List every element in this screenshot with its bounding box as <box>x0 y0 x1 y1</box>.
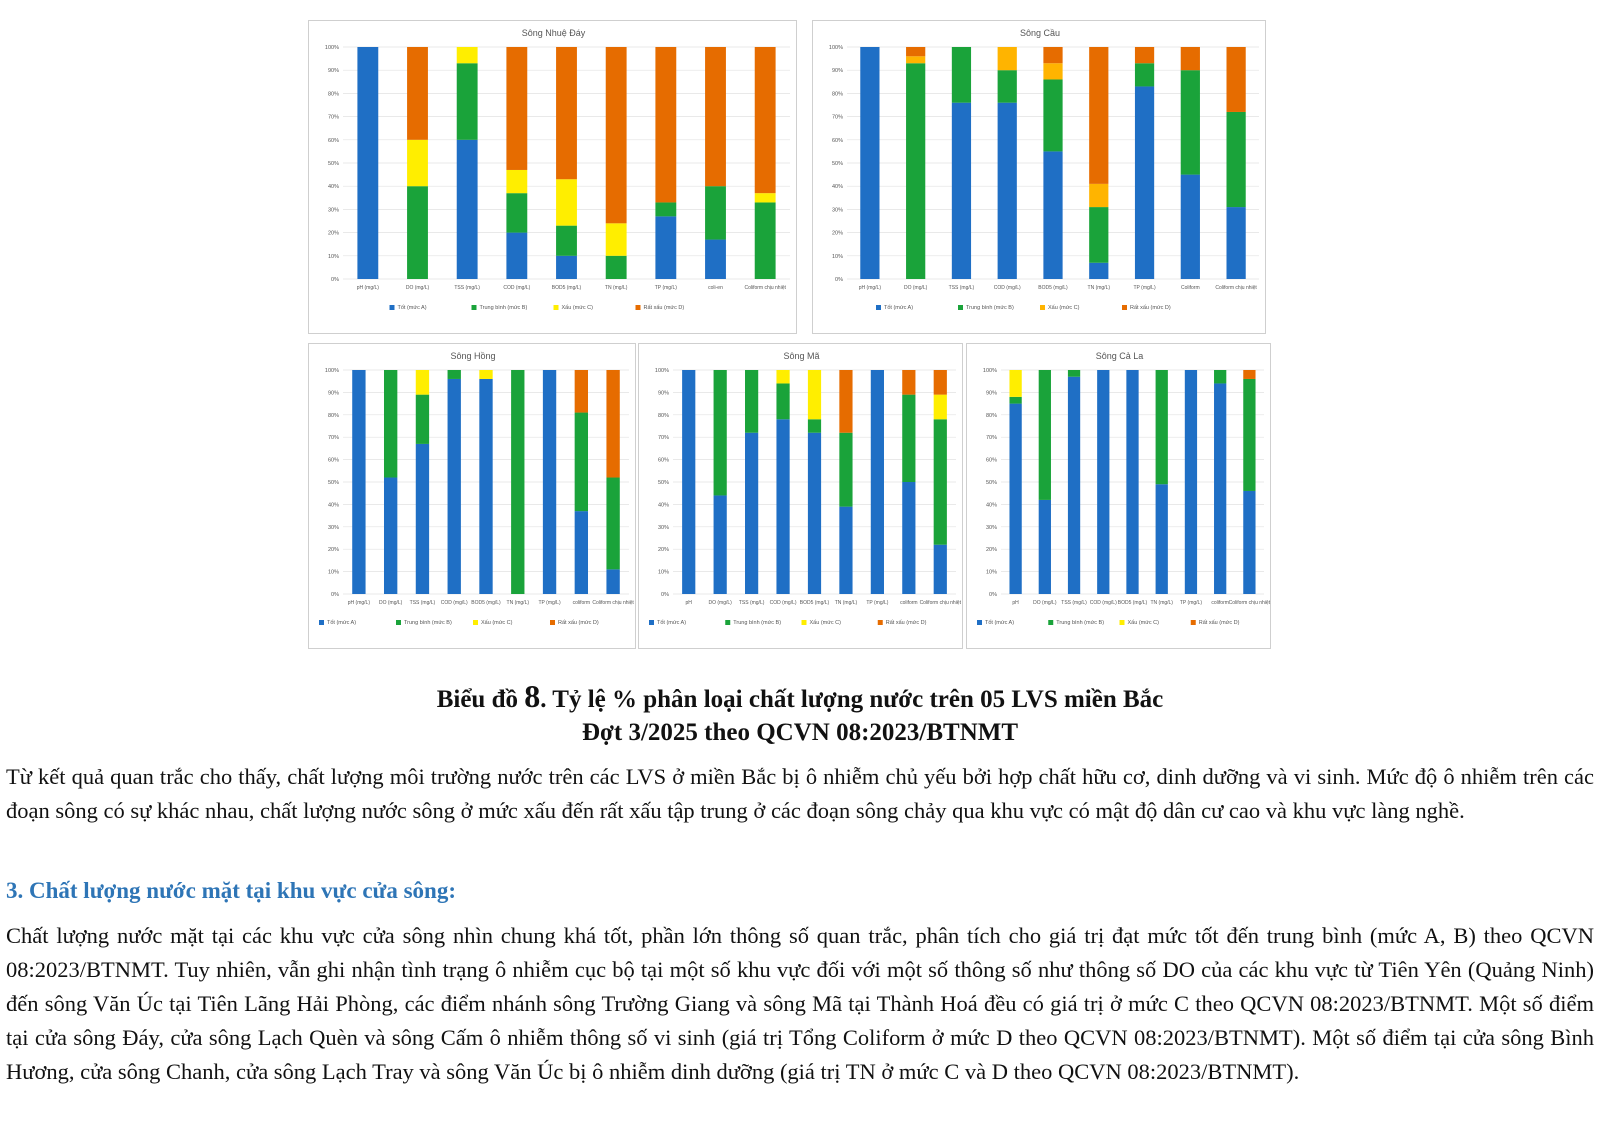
y-tick-label: 0% <box>331 277 339 283</box>
caption-number: 8 <box>524 678 541 714</box>
y-tick-label: 20% <box>985 547 997 554</box>
caption-line1-rest: . Tỷ lệ % phân loại chất lượng nước trên 05 LVS miền Bắc <box>540 686 1164 713</box>
bar-segment <box>543 370 556 594</box>
x-tick-label: BOD5 (mg/L) <box>1117 600 1148 606</box>
caption-line-1 <box>0 680 1600 716</box>
bar-segment <box>1214 370 1226 383</box>
chart-svg <box>309 344 637 650</box>
bar-segment <box>1243 370 1255 379</box>
x-tick-label: pH <box>1012 600 1019 606</box>
legend-swatch <box>319 620 324 625</box>
y-tick-label: 90% <box>327 390 339 397</box>
y-tick-label: 50% <box>985 480 997 486</box>
bar-segment <box>1181 175 1200 279</box>
chart-song-cau <box>812 20 1266 334</box>
x-tick-label: TP (mg/L) <box>1179 600 1203 606</box>
chart-song-ca-la <box>966 343 1271 649</box>
x-tick-label: COD (mg/L) <box>1089 600 1117 606</box>
y-tick-label: 50% <box>831 161 843 167</box>
legend-swatch <box>977 620 982 625</box>
y-tick-label: 80% <box>985 412 997 419</box>
chart-title: Sông Cầu <box>1019 28 1061 38</box>
bar-segment <box>1009 370 1021 397</box>
bar-segment <box>906 56 925 63</box>
y-tick-label: 20% <box>831 230 843 237</box>
bar-segment <box>457 47 478 63</box>
legend-label: Tốt (mức A) <box>397 305 427 311</box>
y-tick-label: 20% <box>327 230 339 237</box>
section-heading: 3. Chất lượng nước mặt tại khu vực cửa sông: <box>6 878 456 903</box>
y-tick-label: 10% <box>657 569 669 576</box>
bar-segment <box>1226 47 1245 112</box>
y-tick-label: 0% <box>661 592 669 598</box>
bar-segment <box>952 47 971 103</box>
bar-segment <box>808 419 821 432</box>
x-tick-label: Coliform chịu nhiệt <box>1215 285 1257 291</box>
y-tick-label: 10% <box>327 569 339 576</box>
x-tick-label: pH <box>685 600 692 606</box>
x-tick-label: coliform <box>900 600 918 606</box>
x-tick-label: pH (mg/L) <box>347 600 371 606</box>
chart-song-hong <box>308 343 636 649</box>
bar-segment <box>1009 404 1021 594</box>
legend-swatch <box>396 620 401 625</box>
bar-segment <box>1068 377 1080 594</box>
x-tick-label: Coliform chịu nhiệt <box>1228 600 1271 606</box>
x-tick-label: TN (mg/L) <box>1150 600 1173 606</box>
bar-segment <box>902 370 915 395</box>
y-tick-label: 10% <box>985 569 997 576</box>
bar-segment <box>714 370 727 495</box>
bar-segment <box>714 495 727 594</box>
figure-caption <box>0 680 1600 749</box>
bar-segment <box>682 370 695 594</box>
bar-segment <box>479 379 492 594</box>
bar-segment <box>407 140 428 186</box>
x-tick-label: TN (mg/L) <box>506 600 530 606</box>
y-tick-label: 80% <box>327 91 339 98</box>
bar-segment <box>1135 63 1154 86</box>
legend-label: Xấu (mức C) <box>809 620 841 626</box>
y-tick-label: 10% <box>831 253 843 260</box>
y-tick-label: 50% <box>327 480 339 486</box>
x-tick-label: TP (mg/L) <box>866 600 889 606</box>
bar-segment <box>448 379 461 594</box>
bar-segment <box>776 419 789 594</box>
y-tick-label: 30% <box>831 207 843 214</box>
y-tick-label: 30% <box>657 524 669 531</box>
legend-label: Tốt (mức A) <box>985 620 1015 626</box>
bar-segment <box>448 370 461 379</box>
bar-segment <box>871 370 884 594</box>
chart-svg <box>967 344 1272 650</box>
x-tick-label: TN (mg/L) <box>604 285 628 291</box>
bar-segment <box>998 103 1017 279</box>
y-tick-label: 50% <box>657 480 669 486</box>
bar-segment <box>416 444 429 594</box>
legend-swatch <box>1040 305 1045 310</box>
bar-segment <box>606 478 619 570</box>
legend-swatch <box>1048 620 1053 625</box>
y-tick-label: 30% <box>985 524 997 531</box>
bar-segment <box>556 47 577 179</box>
chart-song-ma <box>638 343 963 649</box>
chart-song-nhue-day <box>308 20 797 334</box>
y-tick-label: 50% <box>327 161 339 167</box>
bar-segment <box>506 170 527 193</box>
paragraph-1: Từ kết quả quan trắc cho thấy, chất lượng môi trường nước trên các LVS ở miền Bắc bị ô nhiễm chủ yếu bởi hợp chất hữu cơ, dinh dưỡng và vi sinh. Mức độ ô nhiễm trên các đoạn sông có sự khác nhau, chất lượng nước sông ở mức xấu đến rất xấu tập trung ở các đoạn sông chảy qua khu vực có mật độ dân cư cao và khu vực làng nghề. <box>6 764 1594 823</box>
paragraph-2: Chất lượng nước mặt tại các khu vực cửa sông nhìn chung khá tốt, phần lớn thông số quan trắc, phân tích cho giá trị đạt mức tốt đến trung bình (mức A, B) theo QCVN 08:2023/BTNMT. Tuy nhiên, vẫn ghi nhận tình trạng ô nhiễm cục bộ tại một số khu vực đối với một số thông số như thông số DO của các khu vực từ Tiên Yên (Quảng Ninh) đến sông Văn Úc tại Tiên Lãng Hải Phòng, các điểm nhánh sông Trường Giang và sông Mã tại Thành Hoá đều có giá trị ở mức C theo QCVN 08:2023/BTNMT. Một số điểm tại cửa sông Đáy, cửa sông Lạch Quèn và sông Cấm ô nhiễm thông số vi sinh (giá trị Tổng Coliform ở mức D theo QCVN 08:2023/BTNMT). Một số điểm tại cửa sông Bình Hương, cửa sông Chanh, cửa sông Lạch Tray và sông Văn Úc bị ô nhiễm dinh dưỡng (giá trị TN ở mức C và D theo QCVN 08:2023/BTNMT). <box>6 923 1594 1084</box>
y-tick-label: 70% <box>657 435 669 442</box>
y-tick-label: 60% <box>327 457 339 464</box>
bar-segment <box>506 47 527 170</box>
bar-segment <box>998 70 1017 102</box>
bar-segment <box>1135 86 1154 279</box>
bar-segment <box>1089 207 1108 263</box>
bar-segment <box>755 47 776 193</box>
bar-segment <box>745 370 758 433</box>
bar-segment <box>457 140 478 279</box>
bar-segment <box>1226 112 1245 207</box>
chart-title: Sông Mã <box>783 351 820 361</box>
y-tick-label: 100% <box>828 45 843 51</box>
bar-segment <box>902 395 915 482</box>
legend-label: Trung bình (mức B) <box>1056 620 1105 626</box>
bar-segment <box>705 47 726 186</box>
x-tick-label: TSS (mg/L) <box>1061 600 1087 606</box>
bar-segment <box>606 569 619 594</box>
bar-segment <box>556 256 577 279</box>
bar-segment <box>1156 370 1168 484</box>
bar-segment <box>606 370 619 478</box>
x-tick-label: BOD5 (mg/L) <box>551 285 582 291</box>
bar-segment <box>407 186 428 279</box>
bar-segment <box>575 370 588 413</box>
bar-segment <box>839 370 852 433</box>
bar-segment <box>556 226 577 256</box>
y-tick-label: 90% <box>985 390 997 397</box>
bar-segment <box>352 370 365 594</box>
legend-label: Rất xấu (mức D) <box>643 305 685 311</box>
bar-segment <box>1156 484 1168 594</box>
legend-swatch <box>802 620 807 625</box>
y-tick-label: 40% <box>657 502 669 509</box>
x-tick-label: DO (mg/L) <box>708 600 732 606</box>
x-tick-label: BOD5 (mg/L) <box>471 600 501 606</box>
bar-segment <box>575 511 588 594</box>
y-tick-label: 100% <box>324 368 339 374</box>
bar-segment <box>1089 263 1108 279</box>
x-tick-label: BOD5 (mg/L) <box>799 600 830 606</box>
y-tick-label: 0% <box>989 592 997 598</box>
chart-svg <box>813 21 1267 335</box>
chart-title: Sông Cả La <box>1095 351 1144 361</box>
bar-segment <box>1097 370 1109 594</box>
x-tick-label: COD (mg/L) <box>769 600 797 606</box>
bar-segment <box>860 47 879 279</box>
y-tick-label: 60% <box>985 457 997 464</box>
y-tick-label: 80% <box>657 412 669 419</box>
bar-segment <box>606 47 627 223</box>
legend-swatch <box>554 305 559 310</box>
bar-segment <box>1009 397 1021 404</box>
x-tick-label: DO (mg/L) <box>1033 600 1057 606</box>
legend-swatch <box>1122 305 1127 310</box>
bar-segment <box>556 179 577 225</box>
bar-segment <box>384 370 397 478</box>
legend-swatch <box>636 305 641 310</box>
legend-label: Trung bình (mức B) <box>479 305 528 311</box>
y-tick-label: 20% <box>327 547 339 554</box>
x-tick-label: Coliform chịu nhiệt <box>744 285 786 291</box>
bar-segment <box>934 545 947 594</box>
y-tick-label: 40% <box>985 502 997 509</box>
y-tick-label: 70% <box>327 435 339 442</box>
y-tick-label: 60% <box>831 137 843 144</box>
x-tick-label: TP (mg/L) <box>1133 285 1156 291</box>
y-tick-label: 30% <box>327 524 339 531</box>
x-tick-label: TN (mg/L) <box>834 600 858 606</box>
x-tick-label: TSS (mg/L) <box>738 600 765 606</box>
y-tick-label: 100% <box>982 368 997 374</box>
bar-segment <box>1243 491 1255 594</box>
x-tick-label: Coliform <box>1181 285 1200 291</box>
bar-segment <box>384 478 397 594</box>
chart-title: Sông Nhuệ Đáy <box>521 28 586 38</box>
bar-segment <box>998 47 1017 70</box>
bar-segment <box>655 47 676 202</box>
legend-swatch <box>725 620 730 625</box>
bar-segment <box>655 216 676 279</box>
bar-segment <box>705 186 726 239</box>
bar-segment <box>357 47 378 279</box>
legend-label: Rất xấu (mức D) <box>1130 305 1171 311</box>
y-tick-label: 80% <box>327 412 339 419</box>
x-tick-label: coliform <box>572 600 591 606</box>
bar-segment <box>1039 370 1051 500</box>
y-tick-label: 90% <box>657 390 669 397</box>
x-tick-label: TN (mg/L) <box>1087 285 1111 291</box>
bar-segment <box>776 370 789 383</box>
x-tick-label: TSS (mg/L) <box>409 600 436 606</box>
bar-segment <box>1243 379 1255 491</box>
bar-segment <box>1089 184 1108 207</box>
bar-segment <box>902 482 915 594</box>
y-tick-label: 70% <box>327 114 339 121</box>
y-tick-label: 40% <box>831 184 843 191</box>
bar-segment <box>416 370 429 395</box>
bar-segment <box>1043 79 1062 151</box>
x-tick-label: DO (mg/L) <box>903 285 928 291</box>
bar-segment <box>808 433 821 594</box>
y-tick-label: 60% <box>657 457 669 464</box>
bar-segment <box>705 240 726 279</box>
x-tick-label: Coliform chịu nhiệt <box>919 600 961 606</box>
bar-segment <box>952 103 971 279</box>
bar-segment <box>1068 370 1080 377</box>
bar-segment <box>457 63 478 140</box>
bar-segment <box>934 395 947 420</box>
bar-segment <box>1185 370 1197 594</box>
bar-segment <box>479 370 492 379</box>
bar-segment <box>1126 370 1138 594</box>
y-tick-label: 0% <box>835 277 843 283</box>
legend-label: Xấu (mức C) <box>481 620 513 626</box>
chart-title: Sông Hồng <box>450 351 496 361</box>
bar-segment <box>776 383 789 419</box>
y-tick-label: 100% <box>654 368 669 374</box>
legend-label: Rất xấu (mức D) <box>558 620 599 626</box>
bar-segment <box>1135 47 1154 63</box>
x-tick-label: TSS (mg/L) <box>948 285 975 291</box>
legend-label: Rất xấu (mức D) <box>885 620 927 626</box>
x-tick-label: pH (mg/L) <box>858 285 882 291</box>
y-tick-label: 40% <box>327 502 339 509</box>
caption-prefix: Biểu đồ <box>436 686 525 713</box>
x-tick-label: DO (mg/L) <box>405 285 430 291</box>
bar-segment <box>511 370 524 594</box>
bar-segment <box>839 507 852 594</box>
x-tick-label: coli-en <box>708 285 723 291</box>
bar-segment <box>1043 47 1062 63</box>
y-tick-label: 90% <box>831 68 843 75</box>
y-tick-label: 0% <box>331 592 339 598</box>
legend-swatch <box>878 620 883 625</box>
legend-swatch <box>876 305 881 310</box>
bar-segment <box>755 193 776 202</box>
x-tick-label: coliform <box>1211 600 1229 606</box>
y-tick-label: 20% <box>657 547 669 554</box>
bar-segment <box>906 63 925 279</box>
y-tick-label: 80% <box>831 91 843 98</box>
legend-swatch <box>472 305 477 310</box>
bar-segment <box>755 202 776 279</box>
legend-label: Tốt (mức A) <box>884 305 914 311</box>
x-tick-label: Coliform chịu nhiệt <box>592 600 634 606</box>
y-tick-label: 90% <box>327 68 339 75</box>
bar-segment <box>839 433 852 507</box>
legend-label: Rất xấu (mức D) <box>1198 620 1240 626</box>
chart-svg <box>309 21 798 335</box>
y-tick-label: 70% <box>831 114 843 121</box>
chart-svg <box>639 344 964 650</box>
x-tick-label: TSS (mg/L) <box>454 285 480 291</box>
legend-label: Trung bình (mức B) <box>404 620 452 626</box>
bar-segment <box>575 413 588 512</box>
bar-segment <box>606 256 627 279</box>
x-tick-label: COD (mg/L) <box>993 285 1021 291</box>
bar-segment <box>1181 47 1200 70</box>
legend-swatch <box>473 620 478 625</box>
y-tick-label: 100% <box>324 45 339 51</box>
bar-segment <box>745 433 758 594</box>
y-tick-label: 40% <box>327 184 339 191</box>
x-tick-label: pH (mg/L) <box>356 285 379 291</box>
bar-segment <box>1226 207 1245 279</box>
bar-segment <box>655 202 676 216</box>
x-tick-label: BOD5 (mg/L) <box>1038 285 1068 291</box>
x-tick-label: DO (mg/L) <box>378 600 403 606</box>
bar-segment <box>1043 151 1062 279</box>
bar-segment <box>416 395 429 444</box>
bar-segment <box>934 370 947 395</box>
legend-swatch <box>550 620 555 625</box>
bar-segment <box>1181 70 1200 174</box>
bar-segment <box>407 47 428 140</box>
legend-label: Xấu (mức C) <box>1127 620 1159 626</box>
legend-label: Xấu (mức C) <box>1048 305 1080 311</box>
legend-swatch <box>1120 620 1125 625</box>
y-tick-label: 10% <box>327 253 339 260</box>
bar-segment <box>906 47 925 56</box>
bar-segment <box>506 233 527 279</box>
caption-line-2: Đợt 3/2025 theo QCVN 08:2023/BTNMT <box>581 719 1019 746</box>
legend-swatch <box>649 620 654 625</box>
legend-swatch <box>390 305 395 310</box>
y-tick-label: 60% <box>327 137 339 144</box>
bar-segment <box>1089 47 1108 184</box>
bar-segment <box>934 419 947 544</box>
bar-segment <box>506 193 527 232</box>
legend-label: Xấu (mức C) <box>561 305 593 311</box>
x-tick-label: COD (mg/L) <box>503 285 531 291</box>
bar-segment <box>1214 383 1226 594</box>
x-tick-label: TP (mg/L) <box>538 600 561 606</box>
y-tick-label: 30% <box>327 207 339 214</box>
legend-label: Trung bình (mức B) <box>966 305 1014 311</box>
legend-swatch <box>958 305 963 310</box>
bar-segment <box>808 370 821 419</box>
bar-segment <box>606 223 627 255</box>
bar-segment <box>1039 500 1051 594</box>
legend-label: Tốt (mức A) <box>657 620 687 626</box>
x-tick-label: COD (mg/L) <box>440 600 468 606</box>
x-tick-label: TP (mg/L) <box>654 285 677 291</box>
bar-segment <box>1043 63 1062 79</box>
legend-label: Trung bình (mức B) <box>733 620 782 626</box>
y-tick-label: 70% <box>985 435 997 442</box>
legend-label: Tốt (mức A) <box>327 620 357 626</box>
legend-swatch <box>1191 620 1196 625</box>
